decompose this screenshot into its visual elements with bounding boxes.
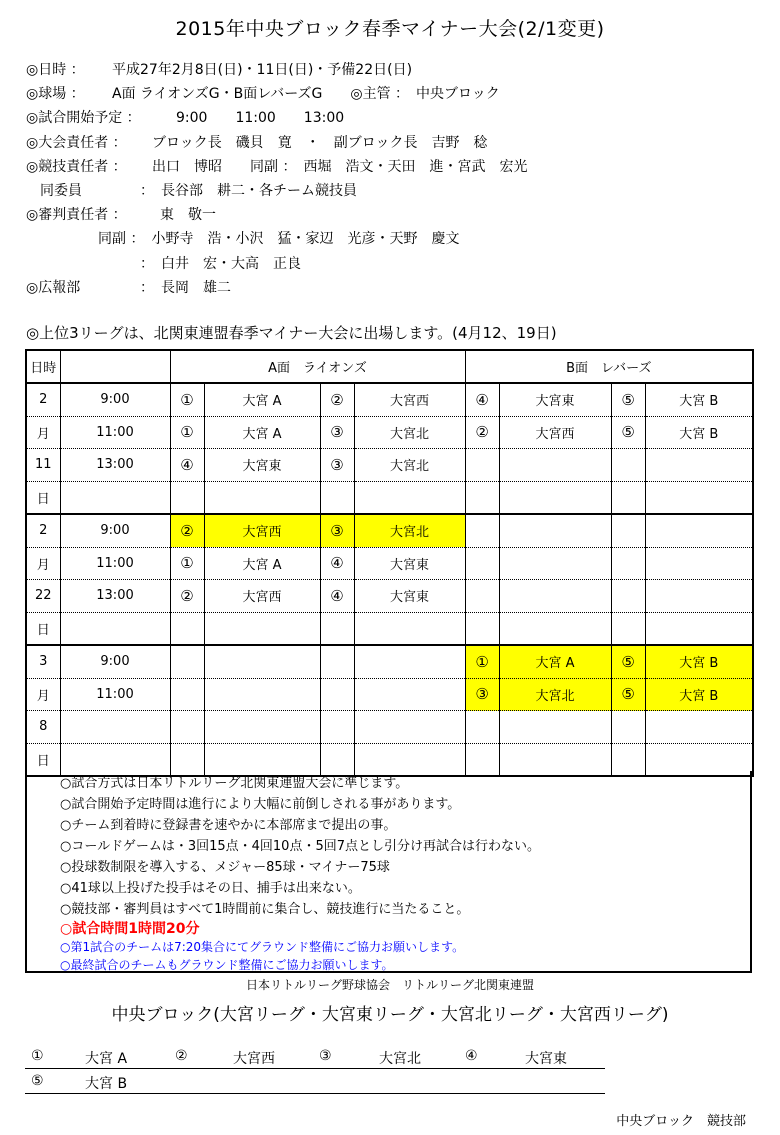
team-cell: 大宮 A	[204, 547, 320, 580]
team-cell	[354, 711, 465, 744]
team-cell	[204, 645, 320, 678]
info-line-pr	[26, 276, 766, 300]
page-title: 2015年中央ブロック春季マイナー大会(2/1変更)	[175, 18, 605, 40]
team-number-cell	[170, 678, 204, 711]
table-row	[26, 678, 753, 711]
legend-team: 大宮東	[525, 1051, 567, 1067]
info-section	[26, 58, 766, 300]
legend-number: ①	[31, 1048, 44, 1064]
info-label: ◎日時 ：	[26, 62, 85, 78]
team-cell: 大宮 B	[645, 383, 753, 416]
date-cell: 日	[26, 743, 60, 776]
info-line-umpire-vice-2	[26, 252, 766, 276]
team-cell	[645, 612, 753, 645]
team-number-cell: ①	[170, 416, 204, 449]
legend-team: 大宮 B	[85, 1076, 128, 1092]
info-label: 同委員	[26, 182, 82, 199]
organization: 日本リトルリーグ野球協会 リトルリーグ北関東連盟	[245, 978, 534, 992]
team-cell	[645, 547, 753, 580]
date-cell: 日	[26, 612, 60, 645]
table-row	[26, 645, 753, 678]
info-label: ◎競技責任者 ：	[26, 158, 127, 175]
date-cell: 月	[26, 547, 60, 580]
team-cell	[499, 580, 611, 613]
table-header-row	[26, 350, 753, 383]
team-number-cell	[465, 514, 499, 547]
team-cell: 大宮西	[499, 416, 611, 449]
table-row	[26, 481, 753, 514]
info-line-start-times	[26, 106, 766, 130]
legend-team: 大宮北	[379, 1051, 421, 1067]
team-number-cell: ③	[320, 514, 354, 547]
time-cell: 11:00	[60, 547, 170, 580]
info-line-competition	[26, 155, 766, 179]
legend-number: ②	[175, 1048, 188, 1064]
team-number-cell	[320, 612, 354, 645]
time-cell	[60, 612, 170, 645]
team-number-cell	[320, 678, 354, 711]
team-number-cell: ⑤	[611, 645, 645, 678]
info-line-datetime	[26, 58, 766, 82]
team-number-cell	[170, 612, 204, 645]
time-cell	[60, 711, 170, 744]
team-number-cell	[170, 481, 204, 514]
team-number-cell	[611, 547, 645, 580]
team-number-cell	[611, 612, 645, 645]
team-cell	[204, 711, 320, 744]
schedule-table	[25, 349, 754, 777]
team-number-cell: ④	[170, 449, 204, 482]
info-value: ： 白井 宏・大高 正良	[140, 255, 301, 272]
note-item: ○試合開始予定時間は進行により大幅に前倒しされる事があります。	[60, 797, 461, 812]
info-label: ◎審判責任者 ：	[26, 207, 127, 224]
team-legend-row	[25, 1071, 605, 1094]
team-cell	[645, 449, 753, 482]
team-cell: 大宮東	[499, 383, 611, 416]
note-game-time: ○試合時間1時間20分	[60, 921, 200, 937]
time-cell: 13:00	[60, 449, 170, 482]
date-cell: 2	[26, 383, 60, 416]
team-number-cell	[465, 612, 499, 645]
team-number-cell: ⑤	[611, 383, 645, 416]
info-value: ： 長岡 雄二	[140, 279, 231, 296]
notes-box	[25, 771, 752, 973]
time-cell: 13:00	[60, 580, 170, 613]
table-row	[26, 711, 753, 744]
team-cell	[499, 449, 611, 482]
team-cell	[499, 711, 611, 744]
team-number-cell: ②	[320, 383, 354, 416]
date-cell: 月	[26, 678, 60, 711]
team-number-cell	[320, 645, 354, 678]
date-cell: 11	[26, 449, 60, 482]
team-number-cell: ③	[320, 416, 354, 449]
team-cell	[204, 612, 320, 645]
team-number-cell: ⑤	[611, 416, 645, 449]
team-cell: 大宮 B	[645, 678, 753, 711]
info-value: ： 長谷部 耕二・各チーム競技員	[140, 182, 357, 199]
table-row	[26, 580, 753, 613]
team-number-cell: ④	[320, 580, 354, 613]
team-number-cell	[611, 711, 645, 744]
team-number-cell: ④	[320, 547, 354, 580]
team-cell	[204, 678, 320, 711]
team-number-cell: ③	[465, 678, 499, 711]
table-row	[26, 612, 753, 645]
date-cell: 月	[26, 416, 60, 449]
team-number-cell	[465, 711, 499, 744]
info-value: 出口 博昭 同副 ： 西堀 浩文・天田 進・宮武 宏光	[152, 158, 528, 175]
team-cell	[645, 514, 753, 547]
note-first-game: ○第1試合のチームは7:20集合にてグラウンド整備にご協力お願いします。	[60, 940, 465, 954]
team-cell: 大宮北	[354, 514, 465, 547]
date-cell: 8	[26, 711, 60, 744]
info-value: 平成27年2月8日(日)・11日(日)・予備22日(日)	[112, 62, 413, 78]
team-cell: 大宮 A	[499, 645, 611, 678]
team-number-cell: ④	[465, 383, 499, 416]
legend-team: 大宮 A	[85, 1051, 128, 1067]
time-cell: 9:00	[60, 514, 170, 547]
team-number-cell: ②	[170, 514, 204, 547]
info-line-venue	[26, 82, 766, 106]
legend-number: ③	[319, 1048, 332, 1064]
team-number-cell: ①	[170, 383, 204, 416]
team-cell: 大宮 A	[204, 416, 320, 449]
time-cell: 9:00	[60, 383, 170, 416]
team-cell	[204, 481, 320, 514]
qualification-notice: ◎上位3リーグは、北関東連盟春季マイナー大会に出場します。(4月12、19日)	[26, 324, 557, 342]
team-cell: 大宮西	[204, 514, 320, 547]
legend-number: ④	[465, 1048, 478, 1064]
legend-team: 大宮西	[233, 1051, 275, 1067]
info-label: ◎球場 ：	[26, 86, 85, 103]
team-cell: 大宮 A	[204, 383, 320, 416]
note-last-game: ○最終試合のチームもグラウンド整備にご協力お願いします。	[60, 958, 394, 972]
team-number-cell	[465, 547, 499, 580]
team-cell: 大宮 B	[645, 645, 753, 678]
team-number-cell: ①	[170, 547, 204, 580]
team-number-cell: ①	[465, 645, 499, 678]
team-number-cell	[611, 481, 645, 514]
team-cell	[499, 514, 611, 547]
team-number-cell	[611, 449, 645, 482]
info-line-umpire-vice	[26, 227, 766, 251]
team-number-cell: ③	[320, 449, 354, 482]
team-number-cell: ②	[170, 580, 204, 613]
table-row	[26, 547, 753, 580]
time-cell	[60, 481, 170, 514]
header-field-a: A面 ライオンズ	[170, 350, 465, 383]
team-number-cell: ⑤	[611, 678, 645, 711]
team-number-cell	[611, 514, 645, 547]
header-time	[60, 350, 170, 383]
team-cell: 大宮西	[354, 383, 465, 416]
team-cell	[499, 481, 611, 514]
date-cell: 日	[26, 481, 60, 514]
date-cell: 3	[26, 645, 60, 678]
note-item: ○41球以上投げた投手はその日、捕手は出来ない。	[60, 881, 361, 896]
info-value: 同副 ： 小野寺 浩・小沢 猛・家辺 光彦・天野 慶文	[98, 231, 460, 248]
team-number-cell	[170, 645, 204, 678]
team-cell	[354, 612, 465, 645]
team-cell	[499, 612, 611, 645]
header-date: 日時	[26, 350, 60, 383]
team-cell	[354, 481, 465, 514]
info-line-umpire	[26, 203, 766, 227]
footer-department: 中央ブロック 競技部	[616, 1114, 746, 1129]
team-number-cell	[611, 580, 645, 613]
note-item: ○投球数制限を導入する、メジャー85球・マイナー75球	[60, 860, 390, 875]
team-cell	[499, 547, 611, 580]
info-line-committee	[26, 179, 766, 203]
team-cell	[354, 678, 465, 711]
date-cell: 2	[26, 514, 60, 547]
time-cell: 11:00	[60, 678, 170, 711]
team-cell: 大宮東	[354, 580, 465, 613]
table-row	[26, 514, 753, 547]
info-value: 9:00 11:00 13:00	[176, 110, 345, 127]
team-cell	[645, 580, 753, 613]
team-cell: 大宮 B	[645, 416, 753, 449]
team-number-cell: ②	[465, 416, 499, 449]
info-label: ◎試合開始予定 ：	[26, 110, 141, 127]
info-value: A面 ライオンズG・B面レバーズG ◎主管 ： 中央ブロック	[112, 86, 500, 103]
team-cell: 大宮西	[204, 580, 320, 613]
note-item: ○競技部・審判員はすべて1時間前に集合し、競技進行に当たること。	[60, 902, 470, 917]
header-field-b: B面 レバーズ	[465, 350, 753, 383]
info-value: ブロック長 磯貝 寛 ・ 副ブロック長 吉野 稔	[152, 134, 488, 151]
legend-number: ⑤	[31, 1073, 44, 1089]
note-item: ○コールドゲームは・3回15点・4回10点・5回7点とし引分け再試合は行わない。	[60, 839, 540, 854]
info-label: ◎広報部	[26, 279, 81, 296]
note-item: ○試合方式は日本リトルリーグ北関東連盟大会に準じます。	[60, 776, 409, 791]
team-cell: 大宮北	[354, 416, 465, 449]
table-row	[26, 449, 753, 482]
team-number-cell	[465, 449, 499, 482]
team-cell	[645, 711, 753, 744]
time-cell: 9:00	[60, 645, 170, 678]
team-cell: 大宮北	[499, 678, 611, 711]
team-cell	[354, 645, 465, 678]
team-cell: 大宮東	[204, 449, 320, 482]
table-row	[26, 383, 753, 416]
team-legend-row	[25, 1046, 605, 1069]
table-row	[26, 416, 753, 449]
block-title: 中央ブロック(大宮リーグ・大宮東リーグ・大宮北リーグ・大宮西リーグ)	[111, 1005, 669, 1025]
info-line-director	[26, 131, 766, 155]
team-cell: 大宮東	[354, 547, 465, 580]
team-cell: 大宮北	[354, 449, 465, 482]
note-item: ○チーム到着時に登録書を速やかに本部席まで提出の事。	[60, 818, 397, 833]
info-label: ◎大会責任者 ：	[26, 134, 127, 151]
team-number-cell	[320, 711, 354, 744]
team-cell	[645, 481, 753, 514]
team-number-cell	[465, 481, 499, 514]
info-value: 東 敬一	[160, 207, 216, 224]
time-cell: 11:00	[60, 416, 170, 449]
team-number-cell	[320, 481, 354, 514]
date-cell: 22	[26, 580, 60, 613]
team-number-cell	[170, 711, 204, 744]
team-number-cell	[465, 580, 499, 613]
